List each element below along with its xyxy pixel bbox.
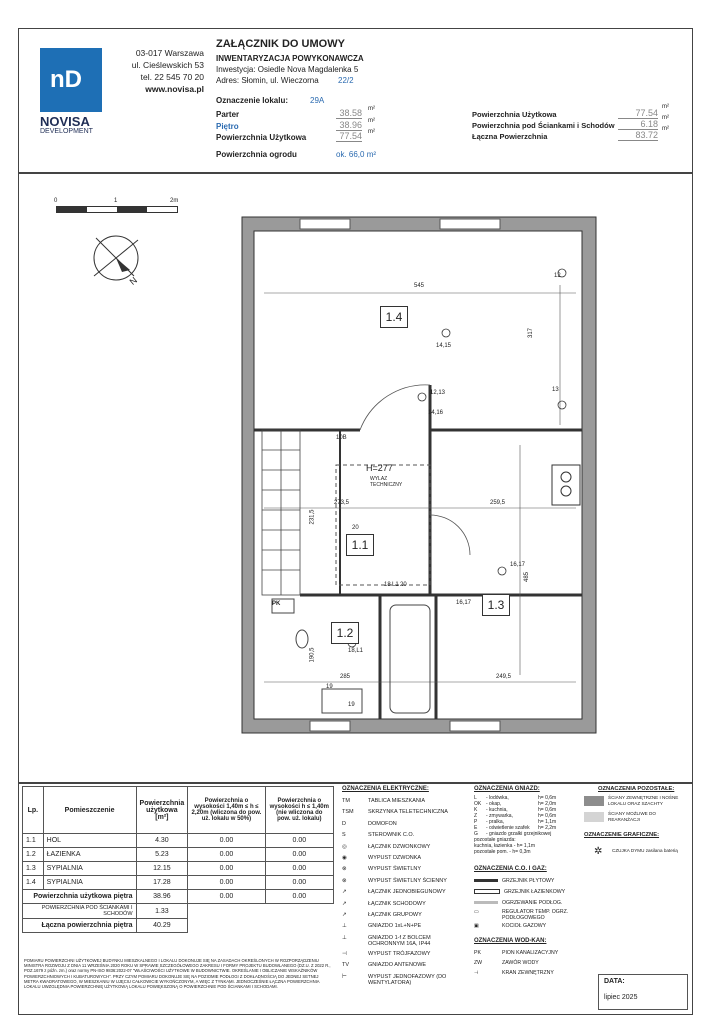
pietro-value: 38.96	[336, 120, 362, 131]
room-label-1-3: 1.3	[482, 594, 510, 616]
wall-swatch-icon	[584, 812, 604, 822]
table-cell: 17.28	[136, 876, 188, 890]
legend-other-title: OZNACZENIA POZOSTAŁE:	[598, 786, 675, 792]
address-number: 22/2	[338, 76, 354, 85]
address-line: ul. Cieślewskich 53	[131, 60, 204, 70]
unit-m2: m²	[368, 118, 375, 124]
legend-item: ŚCIANY ZEWNĘTRZNE I NOŚNE LOKALU ORAZ SZACHTY	[608, 795, 679, 806]
table-row	[23, 876, 334, 890]
floor-plan	[240, 215, 600, 740]
company-address	[108, 47, 204, 95]
table-section-divider	[18, 782, 693, 784]
room-label-1-4: 1.4	[380, 306, 408, 328]
table-cell: 0.00	[265, 834, 333, 848]
dim-top: 545	[414, 283, 425, 289]
table-cell: 0.00	[265, 862, 333, 876]
legend-item: K - kuchnia, h= 0,6m	[474, 807, 557, 813]
ogrod-label: Powierzchnia ogrodu	[216, 150, 297, 159]
legend-item: OGRZEWANIE PODŁOG.	[474, 898, 592, 909]
table-cell: 1.33	[136, 904, 188, 919]
stairs	[262, 430, 300, 595]
unit-m2: m²	[662, 115, 669, 121]
dim-bottom-left: 285	[340, 674, 351, 680]
legend-note: pozostałe gniazda:	[474, 837, 516, 843]
logo-sub: DEVELOPMENT	[40, 128, 93, 135]
legend-item: Z - zmywarka, h= 0,6m	[474, 813, 557, 819]
table-row	[23, 834, 334, 848]
table-cell: 12.15	[136, 862, 188, 876]
parter-label: Parter	[216, 110, 240, 119]
document-title: ZAŁĄCZNIK DO UMOWY	[216, 38, 345, 50]
dim-right-top: 317	[528, 327, 535, 339]
dim-right-lower: 485	[524, 571, 531, 583]
table-header-row	[23, 787, 334, 834]
right-psch-value: 6.18	[618, 119, 658, 130]
marker-label: L1	[392, 582, 399, 588]
marker-label: 18,L1	[348, 648, 364, 654]
marker-label: 20	[400, 582, 407, 588]
scale-label: 1	[114, 198, 118, 204]
document-subtitle: INWENTARYZACJA POWYKONAWCZA	[216, 54, 364, 63]
marker-label: 14,16	[428, 410, 444, 416]
vent-label: WYLAZ TECHNICZNY	[370, 476, 403, 488]
legend-item: ⊗ WYPUST ŚWIETLNY ŚCIENNY	[342, 877, 447, 884]
legend-gas-list	[474, 795, 592, 855]
right-lacz-value: 83.72	[618, 130, 658, 141]
legend-item: E - oświetlenie szafek h= 2,2m	[474, 825, 557, 831]
table-header: Lp.	[23, 787, 44, 834]
dim-left-mid: 273,5	[334, 500, 350, 506]
table-walls-row	[23, 904, 334, 919]
date-value: lipiec 2025	[604, 994, 638, 1001]
table-cell: 4.30	[136, 834, 188, 848]
legend-item: P - pralka, h= 1,1m	[474, 819, 557, 825]
table-cell: Powierzchnia użytkowa piętra	[23, 890, 137, 904]
ogrod-value: ok. 66,0 m²	[336, 150, 377, 159]
marker-label: 16,17	[456, 600, 472, 606]
door-arc	[430, 515, 470, 555]
address-line: www.novisa.pl	[145, 84, 204, 94]
table-cell: 0.00	[265, 876, 333, 890]
kociol-box	[552, 465, 580, 505]
scale-label: 2m	[170, 198, 179, 204]
logo-name: NOVISA	[40, 114, 90, 129]
window	[440, 219, 500, 229]
table-total-row	[23, 919, 334, 933]
table-cell: SYPIALNIA	[43, 876, 136, 890]
legend-item: TSM SKRZYNKA TELETECHNICZNA	[342, 809, 448, 816]
legend-item: ↗ ŁĄCZNIK JEDNOBIEGUNOWY	[342, 889, 446, 896]
window	[310, 721, 350, 731]
legend-electric-list	[342, 796, 466, 988]
table-cell: SYPIALNIA	[43, 862, 136, 876]
wall-swatch-icon	[584, 796, 604, 806]
legend-electric-title: OZNACZENIA ELEKTRYCZNE:	[342, 786, 429, 792]
uzytkowa-label: Powierzchnia Użytkowa	[216, 133, 307, 142]
window	[450, 721, 500, 731]
legend-note: kuchnia, łazienka - h= 1,1m	[474, 843, 536, 849]
legend-item: ⊥ GNIAZDO 1-f Z BOLCEM OCHRONNYM 16A, IP44	[342, 934, 431, 947]
date-label: DATA:	[604, 978, 625, 985]
floor-heating-icon	[474, 901, 498, 904]
table-cell: 0.00	[188, 834, 265, 848]
legend-wk-title: OZNACZENIA WOD-KAN:	[474, 938, 547, 944]
scale-bar	[56, 206, 178, 213]
compass-icon	[86, 230, 156, 290]
table-cell: 38.96	[136, 890, 188, 904]
regulator-icon: ▭	[474, 909, 479, 915]
header-divider	[18, 172, 693, 174]
pk-label: PK	[272, 601, 281, 607]
room-label-1-2: 1.2	[331, 622, 359, 644]
legend-item: ⊥ GNIAZDO 1xL+N+PE	[342, 923, 422, 930]
table-cell: 5.23	[136, 848, 188, 862]
legend-item: ◎ ŁĄCZNIK DZWONKOWY	[342, 843, 431, 850]
marker-label: 12	[554, 273, 561, 279]
legend-item: GRZEJNIK ŁAZIENKOWY	[474, 887, 592, 898]
marker-label: 18	[384, 582, 391, 588]
right-pu-label: Powierzchnia Użytkowa	[472, 110, 557, 119]
light-icon	[418, 393, 426, 401]
dim-right-mid: 259,5	[490, 500, 506, 506]
unit-value: 29A	[310, 96, 325, 105]
marker-label: 13	[552, 387, 559, 393]
table-cell: 1.3	[23, 862, 44, 876]
window	[300, 219, 350, 229]
legend-item: CZUJKA DYMU zasilana baterią	[612, 848, 678, 853]
right-lacz-label: Łączna Powierzchnia	[472, 132, 548, 141]
legend-item: ⊗ WYPUST ŚWIETLNY	[342, 866, 422, 873]
legend-note: pozostałe pom. - h= 0,3m	[474, 849, 531, 855]
legend-item: ↗ ŁĄCZNIK GRUPOWY	[342, 912, 422, 919]
table-cell: ŁAZIENKA	[43, 848, 136, 862]
legend-item: D DOMOFON	[342, 820, 397, 827]
unit-m2: m²	[662, 126, 669, 132]
legend-item: ZW ZAWÓR WODY	[474, 960, 539, 966]
legend-co-list	[474, 876, 592, 932]
boiler-legend-icon: ▣	[474, 923, 479, 929]
marker-label: 20	[352, 525, 359, 531]
legend-item: ↗ ŁĄCZNIK SCHODOWY	[342, 900, 426, 907]
radiator-icon	[474, 879, 498, 882]
unit-m2: m²	[662, 104, 669, 110]
toilet	[296, 630, 308, 648]
right-pu-value: 77.54	[618, 108, 658, 119]
table-header: Powierzchnia o wysokości 1,40m ≤ h ≤ 2,20m (wliczona do pow. uż. lokalu w 50%)	[188, 787, 265, 834]
unit-m2: m²	[368, 129, 375, 135]
table-header: Powierzchnia o wysokości h ≤ 1,40m (nie wliczona do pow. uż. lokalu)	[265, 787, 333, 834]
table-cell: 0.00	[265, 890, 333, 904]
marker-label: 12,13	[430, 390, 446, 396]
table-cell: POWIERZCHNIA POD ŚCIANKAMI I SCHODÓW	[23, 904, 137, 919]
legend-item: ▣ KOCIOŁ GAZOWY	[474, 921, 592, 932]
smoke-detector-icon: ✲	[594, 846, 603, 857]
legend-item: ⊢ WYPUST JEDNOFAZOWY (DO WENTYLATORA)	[342, 973, 447, 986]
table-cell: 1.1	[23, 834, 44, 848]
scale-label: 0	[54, 198, 58, 204]
legend-item: G - gniazdo grzałki grzejnikowej	[474, 831, 552, 837]
table-header: Pomieszczenie	[43, 787, 136, 834]
dim-bottom-right: 249,5	[496, 674, 512, 680]
footnote: POMIARU POWIERZCHNI UŻYTKOWEJ BUDYNKU MIESZKALNEGO I LOKALU DOKONUJE SIĘ NA ZASADACH OKREŚLONYCH W ROZPORZĄDZENIU MINISTRA ROZWOJU Z DNIA 11 WRZEŚNIA 2020 ROKU W SPRAWIE SZCZEGÓŁOWEGO ZAKRESU I FORMY PROJEKTU BUDOWLANEGO (DZ.U. Z 2022 R., POZ.1679 z późn. zm.) oraz normy PN-ISO 9836:2022-07 "WŁAŚCIWOŚCI UŻYTKOWE W BUDOWNICTWIE. OKREŚLANIE I OBLICZANIE WSKAŹNIKÓW POWIERZCHNIOWYCH I KUBATUROWYCH". PRZY CZYM POMIARU DOKONUJE SIĘ NA POZIOMIE PODŁOGI Z DOKŁADNOŚCIĄ DO JEDNEJ SETNEJ METRA KWADRATOWEGO, W MIESZKANIU W UJĘCIU CAŁKOWICIE WYKOŃCZONYM, A WIĘC Z TYNKAMI. JEDNOCZEŚNIE ŁĄCZNA POWIERZCHNIA LOKALU UWZGLĘDNIA POWIERZCHNIĘ UŻYTKOWĄ LOKALU POWIĘKSZONĄ O POWIERZCHNIE POD ŚCIANKAMI I SCHODAMI.	[24, 958, 331, 990]
uzytkowa-value: 77.54	[336, 131, 362, 142]
sink	[322, 689, 362, 713]
table-cell: 0.00	[188, 876, 265, 890]
marker-label: 19	[348, 702, 355, 708]
table-sum-row	[23, 890, 334, 904]
legend-item: ⊣ KRAN ZEWNĘTRZNY	[474, 970, 554, 976]
compass-north-label: N	[127, 275, 139, 287]
table-header: Powierzchnia użytkowa [m²]	[136, 787, 188, 834]
bath-radiator-icon	[474, 889, 500, 894]
marker-label: 10B	[336, 435, 347, 441]
legend-item: OK - okap, h= 2,0m	[474, 801, 557, 807]
pietro-label: Piętro	[216, 122, 239, 131]
room-table	[22, 786, 334, 933]
bathtub	[390, 605, 430, 713]
legend-gas-title: OZNACZENIA GNIAZD:	[474, 786, 540, 792]
dim-bath-side: 190,5	[309, 647, 316, 663]
table-cell: 40.29	[136, 919, 188, 933]
dim-stair-side: 231,5	[309, 509, 316, 525]
legend-item: GRZEJNIK PŁYTOWY	[474, 876, 592, 887]
legend-item: TM TABLICA MIESZKANIA	[342, 798, 426, 804]
legend-item: ŚCIANY MOŻLIWE DO REARANŻACJI	[608, 811, 656, 822]
legend-item: ▭ REGULATOR TEMP. OGRZ. PODŁOGOWEGO	[474, 909, 569, 921]
unit-label: Oznaczenie lokalu:	[216, 96, 289, 105]
door-arc	[360, 385, 430, 430]
address-line: 03-017 Warszawa	[135, 48, 204, 58]
tap-icon: ⊣	[474, 970, 479, 976]
right-psch-label: Powierzchnia pod Ściankami i Schodów	[472, 121, 615, 130]
legend-item: S STEROWNIK C.O.	[342, 832, 415, 839]
light-icon	[442, 329, 450, 337]
table-cell: HOL	[43, 834, 136, 848]
table-cell: Łączna powierzchnia piętra	[23, 919, 137, 933]
marker-label: 16,17	[510, 562, 526, 568]
legend-item: ⊣ WYPUST TRÓJFAZOWY	[342, 950, 431, 957]
table-cell: 1.2	[23, 848, 44, 862]
legend-item: PK PION KANALIZACYJNY	[474, 950, 559, 956]
legend-co-title: OZNACZENIA C.O. I GAZ:	[474, 866, 547, 872]
height-label: H=277	[366, 463, 393, 473]
table-row	[23, 862, 334, 876]
legend-item: TV GNIAZDO ANTENOWE	[342, 962, 427, 969]
table-cell: 0.00	[188, 890, 265, 904]
table-cell: 0.00	[188, 862, 265, 876]
marker-label: 19	[326, 684, 333, 690]
legend-wk-list	[474, 948, 592, 978]
address-line-unit: Adres: Słomin, ul. Wieczorna	[216, 76, 319, 85]
room-label-1-1: 1.1	[346, 534, 374, 556]
marker-label: 14,15	[436, 343, 452, 349]
address-line: tel. 22 545 70 20	[140, 72, 204, 82]
table-cell: 0.00	[188, 848, 265, 862]
legend-item: L - lodówka, h= 0,6m	[474, 795, 557, 801]
legend-graphic-title: OZNACZENIE GRAFICZNE:	[584, 832, 660, 838]
logo-mark: nD	[50, 66, 82, 93]
outer-wall	[242, 217, 596, 733]
parter-value: 38.58	[336, 108, 362, 119]
light-icon	[498, 567, 506, 575]
investment-line: Inwestycja: Osiedle Nova Magdalenka 5	[216, 65, 359, 74]
table-cell: 0.00	[265, 848, 333, 862]
company-logo	[40, 48, 102, 112]
light-icon	[558, 401, 566, 409]
unit-m2: m²	[368, 106, 375, 112]
table-row	[23, 848, 334, 862]
legend-item: ◉ WYPUST DZWONKA	[342, 855, 422, 862]
table-cell: 1.4	[23, 876, 44, 890]
